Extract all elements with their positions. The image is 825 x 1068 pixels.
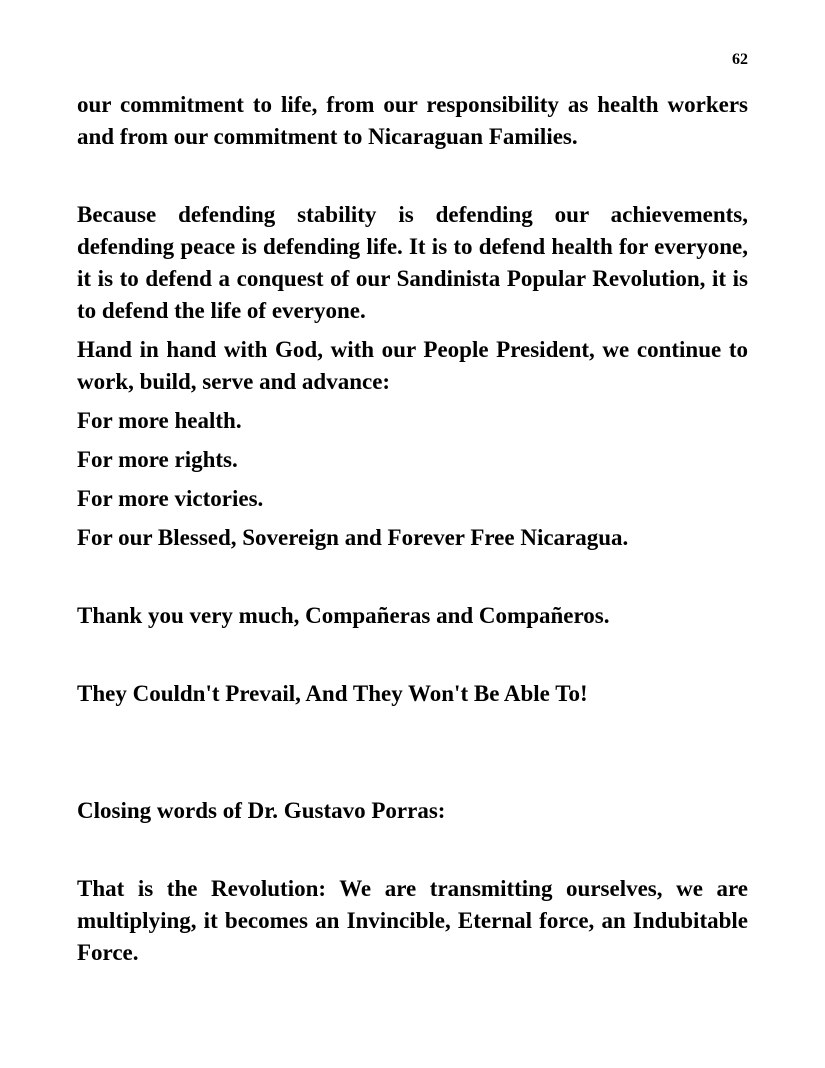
page-number: 62 <box>732 51 748 68</box>
paragraph-hand-in-hand: Hand in hand with God, with our People President, we continue to work, build, serve and advance: <box>77 337 748 394</box>
heading-closing-words: Closing words of Dr. Gustavo Porras: <box>77 798 446 823</box>
paragraph-defending-stability: Because defending stability is defending our achievements, defending peace is defending life. It is to defend health for everyone, it is to defend a conquest of our Sandinista Popular Revolution, it is to defend the life of everyone. <box>77 202 748 323</box>
document-body <box>77 89 748 969</box>
paragraph-could-not-prevail: They Couldn't Prevail, And They Won't Be Able To! <box>77 681 588 706</box>
paragraph-thank-you: Thank you very much, Compañeras and Compañeros. <box>77 603 610 628</box>
list-item-more-rights: For more rights. <box>77 447 238 472</box>
paragraph-commitment: our commitment to life, from our responsibility as health workers and from our commitment to Nicaraguan Families. <box>77 92 748 149</box>
list-item-more-victories: For more victories. <box>77 486 264 511</box>
paragraph-revolution: That is the Revolution: We are transmitting ourselves, we are multiplying, it becomes an Invincible, Eternal force, an Indubitable Force. <box>77 876 748 965</box>
list-item-free-nicaragua: For our Blessed, Sovereign and Forever Free Nicaragua. <box>77 525 629 550</box>
list-item-more-health: For more health. <box>77 408 242 433</box>
